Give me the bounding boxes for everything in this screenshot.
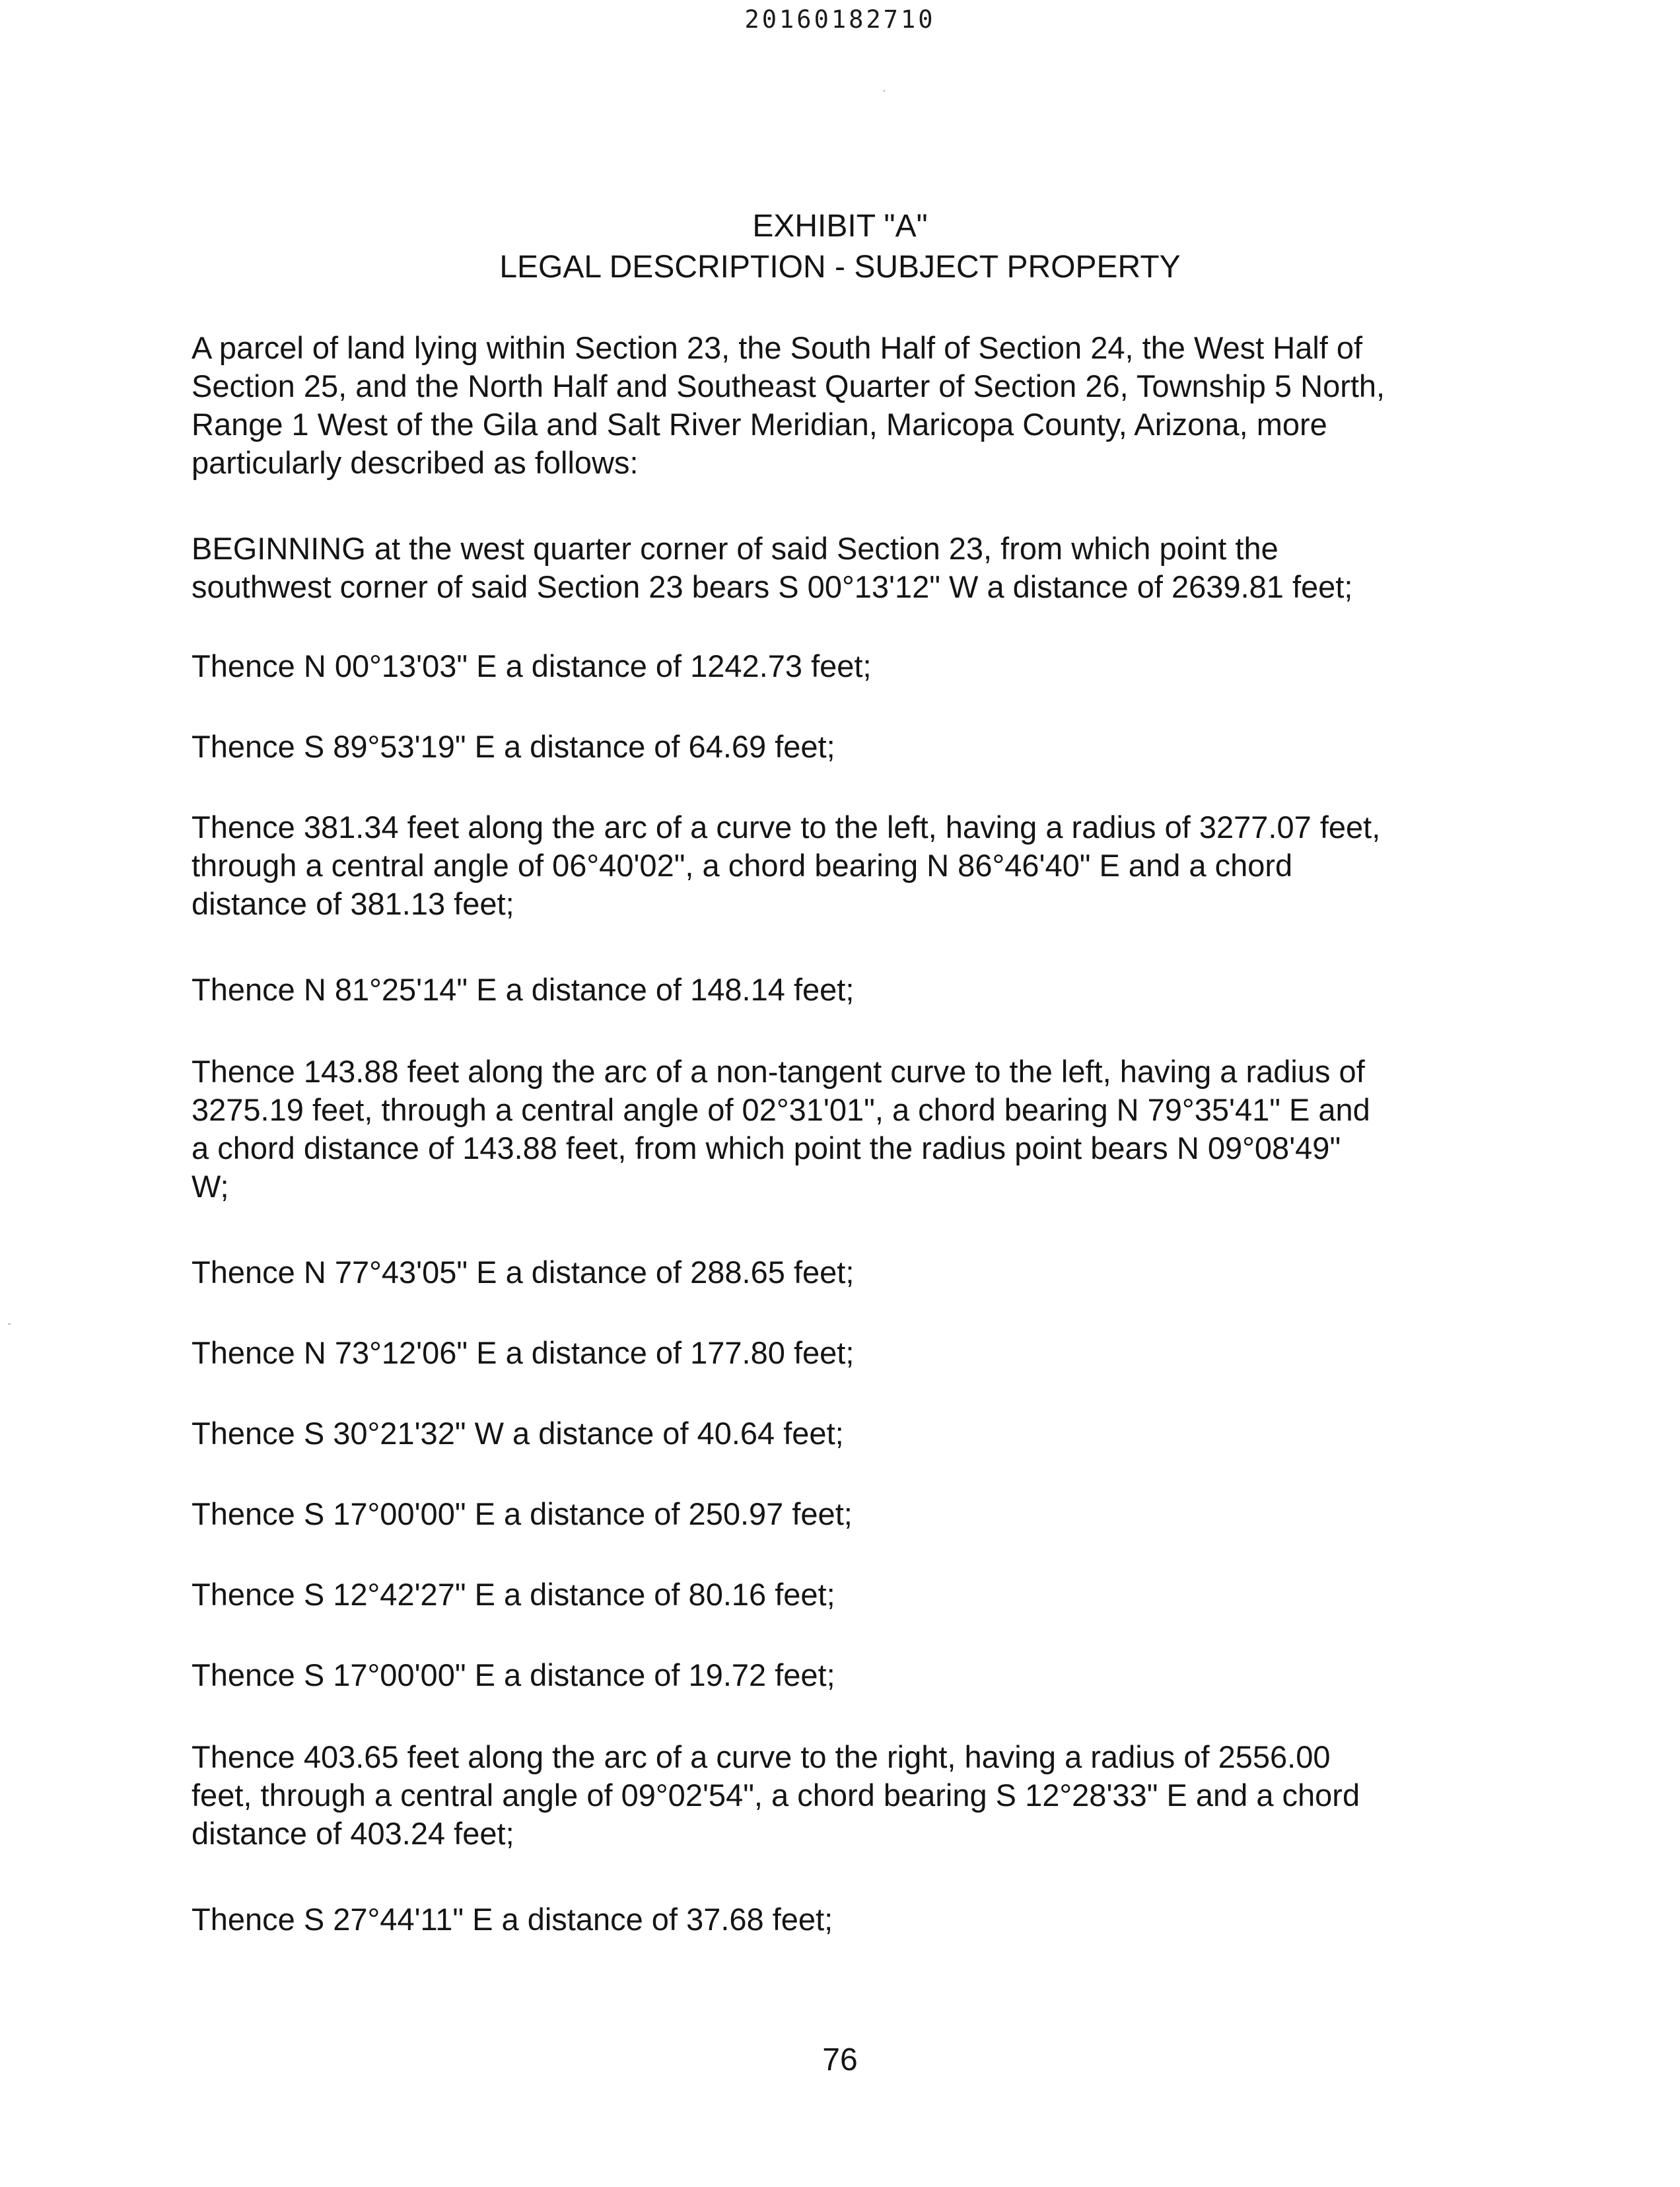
course-paragraph: Thence N 77°43'05" E a distance of 288.65 feet; [192, 1255, 855, 1290]
course-paragraph: Thence S 12°42'27" E a distance of 80.16 feet; [192, 1577, 835, 1612]
curve-paragraph: Thence 381.34 feet along the arc of a curve to the left, having a radius of 3277.07 feet, through a central angle of 06°40'02", a chord bearing N 86°46'40" E and a chord distance of 381.13 feet; [192, 810, 1381, 921]
course-paragraph: Thence N 00°13'03" E a distance of 1242.73 feet; [192, 648, 872, 683]
course-paragraph: Thence S 89°53'19" E a distance of 64.69 feet; [192, 729, 835, 764]
course-paragraph: Thence S 17°00'00" E a distance of 250.97 feet; [192, 1496, 853, 1531]
scan-speck [8, 1323, 11, 1325]
exhibit-title: EXHIBIT "A" [752, 209, 928, 244]
course-paragraph: Thence N 73°12'06" E a distance of 177.80 feet; [192, 1335, 855, 1370]
scan-speck [884, 90, 885, 92]
course-paragraph: Thence S 27°44'11" E a distance of 37.68 feet; [192, 1902, 833, 1937]
course-paragraph: Thence S 30°21'32" W a distance of 40.64 feet; [192, 1416, 844, 1451]
curve-paragraph: Thence 403.65 feet along the arc of a curve to the right, having a radius of 2556.00 feet, through a central angle of 09°02'54", a chord bearing S 12°28'33" E and a chord distance of 403.24 feet; [192, 1739, 1360, 1851]
course-paragraph: Thence S 17°00'00" E a distance of 19.72 feet; [192, 1657, 835, 1692]
course-paragraph: Thence N 81°25'14" E a distance of 148.14 feet; [192, 972, 855, 1007]
curve-paragraph: Thence 143.88 feet along the arc of a non-tangent curve to the left, having a radius of 3275.19 feet, through a central angle of 02°31'01", a chord bearing N 79°35'41" E and a chord distance of 143.88 feet, from which point the radius point bears N 09°08'49" W; [192, 1054, 1370, 1204]
beginning-paragraph: BEGINNING at the west quarter corner of said Section 23, from which point the southwest corner of said Section 23 bears S 00°13'12" W a distance of 2639.81 feet; [192, 531, 1353, 604]
document-number: 20160182710 [744, 5, 936, 34]
intro-paragraph: A parcel of land lying within Section 23, the South Half of Section 24, the West Half of Section 25, and the North Half and Southeast Quarter of Section 26, Township 5 North, Range 1 West of the Gila and Salt River Meridian, Maricopa County, Arizona, more particularly described as follows: [192, 330, 1385, 480]
page-number: 76 [822, 2042, 858, 2077]
exhibit-title-block [0, 206, 1680, 288]
exhibit-subtitle: LEGAL DESCRIPTION - SUBJECT PROPERTY [499, 250, 1181, 285]
